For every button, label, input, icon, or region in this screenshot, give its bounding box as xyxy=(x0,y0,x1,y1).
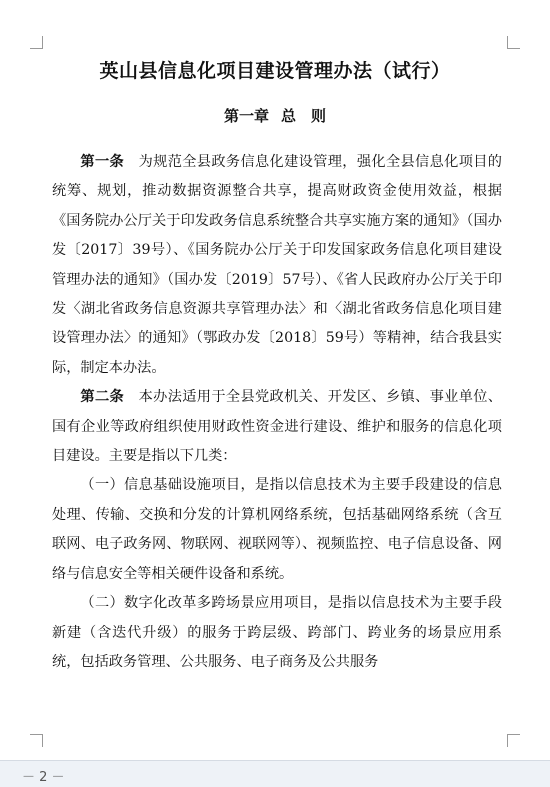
list-item: （一）信息基础设施项目，是指以信息技术为主要手段建设的信息处理、传输、交换和分发的计算机网络系统，包括基础网络系统（含互联网、电子政务网、物联网、视联网等）、视频监控、电子信息设备、网络与信息安全等相关硬件设备和系统。 xyxy=(52,477,502,582)
article-text: 本办法适用于全县党政机关、开发区、乡镇、事业单位、国有企业等政府组织使用财政性资金进行建设、维护和服务的信息化项目建设。主要是指以下几类： xyxy=(52,389,502,465)
chapter-heading xyxy=(0,105,550,126)
article-text: 为规范全县政务信息化建设管理，强化全县信息化项目的统筹、规划，推动数据资源整合共享，提高财政资金使用效益，根据《国务院办公厅关于印发政务信息系统整合共享实施方案的通知》（国办发〔2017〕39号）、《国务院办公厅关于印发国家政务信息化项目建设管理办法的通知》（国办发〔2019〕57号）、《省人民政府办公厅关于印发〈湖北省政务信息资源共享管理办法〉和〈湖北省政务信息化项目建设管理办法〉的通知》（鄂政办发〔2018〕59号）等精神，结合我县实际，制定本办法。 xyxy=(52,154,502,376)
article-paragraph xyxy=(52,148,502,383)
document-title: 英山县信息化项目建设管理办法（试行） xyxy=(99,60,451,82)
crop-mark-top-right xyxy=(507,36,520,49)
crop-mark-bottom-left xyxy=(30,734,43,747)
article-label: 第二条 xyxy=(80,389,125,406)
article-paragraph xyxy=(52,383,502,471)
document-body xyxy=(52,148,502,677)
page-number: － 2 － xyxy=(22,770,65,785)
crop-mark-top-left xyxy=(30,36,43,49)
chapter-name: 总 则 xyxy=(281,107,327,125)
status-bar xyxy=(0,760,550,787)
list-item: （二）数字化改革多跨场景应用项目，是指以信息技术为主要手段新建（含迭代升级）的服务于跨层级、跨部门、跨业务的场景应用系统，包括政务管理、公共服务、电子商务及公共服务 xyxy=(52,595,502,670)
article-label: 第一条 xyxy=(80,154,125,170)
crop-mark-bottom-right xyxy=(507,734,520,747)
chapter-label: 第一章 xyxy=(223,107,269,125)
